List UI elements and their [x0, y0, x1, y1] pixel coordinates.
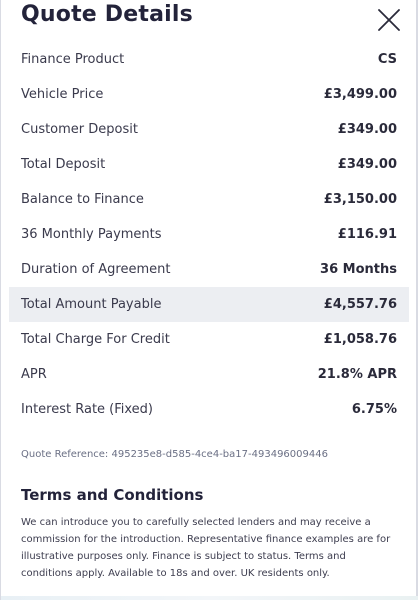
terms-title: Terms and Conditions	[21, 486, 204, 504]
quote-reference: Quote Reference: 495235e8-d585-4ce4-ba17-493496009446	[21, 449, 328, 460]
quote-row	[9, 147, 409, 182]
quote-row-label: Finance Product	[21, 52, 125, 67]
quote-row-value: 36 Months	[320, 262, 397, 277]
quote-row-value: £3,150.00	[323, 192, 397, 207]
quote-row-value: £116.91	[337, 227, 397, 242]
bottom-strip	[1, 596, 418, 600]
quote-row-value: £4,557.76	[323, 297, 397, 312]
quote-row	[9, 42, 409, 77]
modal-header	[21, 2, 401, 34]
quote-row-label: Duration of Agreement	[21, 262, 171, 277]
terms-text: We can introduce you to carefully selected lenders and may receive a commission for the introduction. Representative finance examples are for illustrative purposes only. Finance is subject to status. Terms and conditions apply. Available to 18s and over. UK residents only.	[21, 517, 391, 579]
quote-row-value: £3,499.00	[323, 87, 397, 102]
quote-row-label: Customer Deposit	[21, 122, 138, 137]
quote-row	[9, 287, 409, 322]
quote-row-label: Vehicle Price	[21, 87, 104, 102]
close-button[interactable]	[377, 8, 401, 32]
quote-row-label: Total Charge For Credit	[21, 332, 170, 347]
quote-row-label: APR	[21, 367, 47, 382]
quote-row-label: Total Amount Payable	[21, 297, 162, 312]
quote-row	[9, 112, 409, 147]
modal-title: Quote Details	[21, 2, 193, 27]
quote-row	[9, 77, 409, 112]
quote-row-value: £349.00	[337, 122, 397, 137]
quote-row	[9, 357, 409, 392]
close-icon	[377, 8, 401, 32]
quote-row	[9, 252, 409, 287]
quote-row-value: 6.75%	[351, 402, 397, 417]
quote-row-value: £1,058.76	[323, 332, 397, 347]
quote-row	[9, 322, 409, 357]
quote-row-value: 21.8% APR	[317, 367, 397, 382]
quote-row-label: 36 Monthly Payments	[21, 227, 162, 242]
quote-row-value: CS	[377, 52, 397, 67]
quote-row	[9, 182, 409, 217]
quote-details-list	[9, 42, 409, 427]
quote-row-value: £349.00	[337, 157, 397, 172]
quote-row-label: Interest Rate (Fixed)	[21, 402, 153, 417]
quote-row-label: Total Deposit	[21, 157, 106, 172]
quote-row	[9, 217, 409, 252]
quote-row	[9, 392, 409, 427]
quote-row-label: Balance to Finance	[21, 192, 144, 207]
